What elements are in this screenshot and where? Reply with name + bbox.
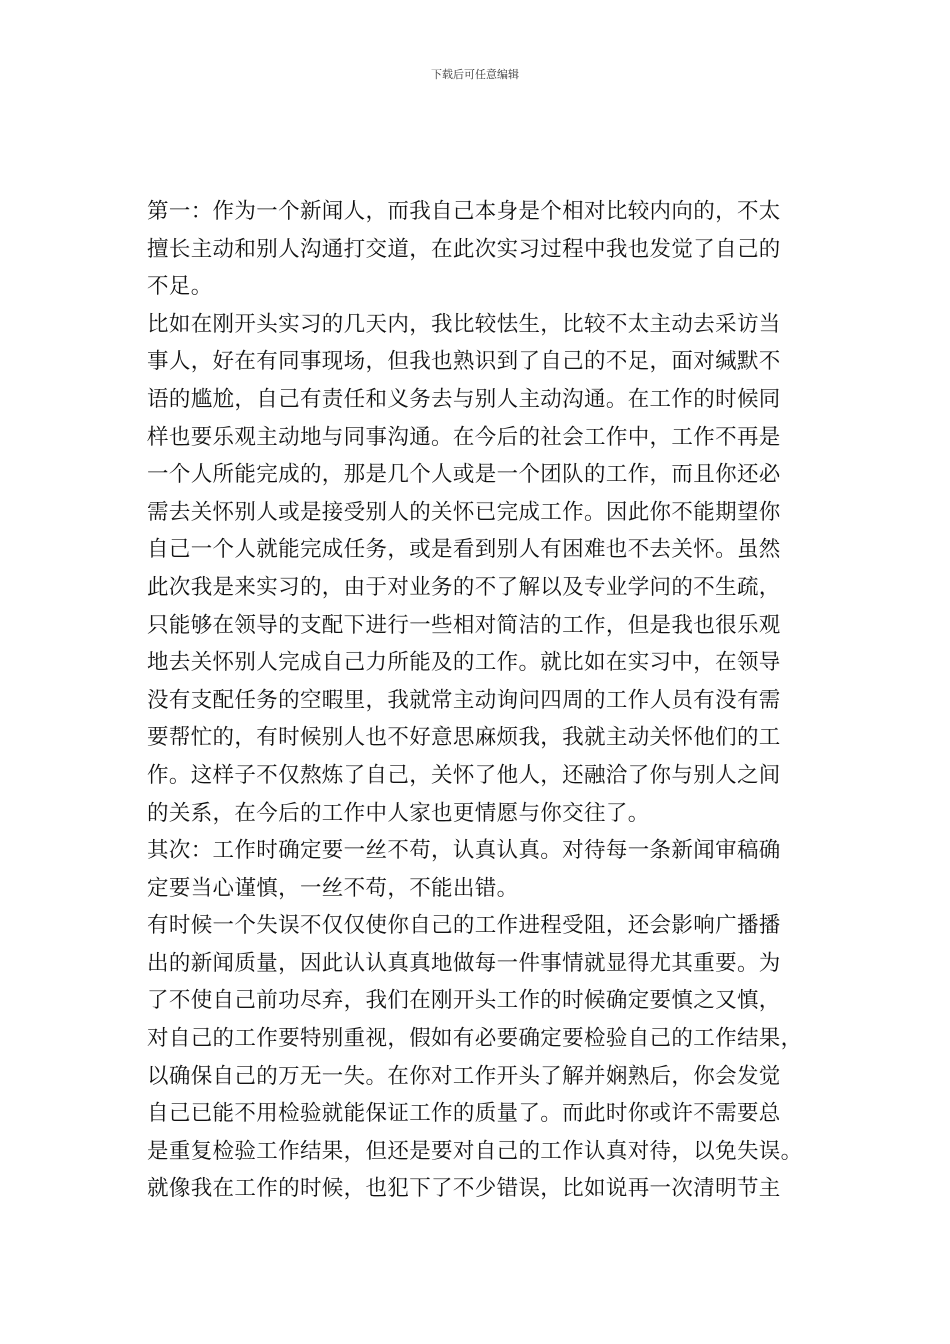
text-line: 比如在刚开头实习的几天内，我比较怯生，比较不太主动去采访当: [147, 311, 781, 337]
text-line: 自己一个人就能完成任务，或是看到别人有困难也不去关怀。虽然: [147, 537, 781, 563]
text-line: 了不使自己前功尽弃，我们在刚开头工作的时候确定要慎之又慎，: [147, 988, 781, 1014]
text-line: 定要当心谨慎，一丝不苟，不能出错。: [147, 875, 519, 901]
text-line: 没有支配任务的空暇里，我就常主动询问四周的工作人员有没有需: [147, 687, 781, 713]
text-line: 语的尴尬，自己有责任和义务去与别人主动沟通。在工作的时候同: [147, 386, 781, 412]
text-line: 事人，好在有同事现场，但我也熟识到了自己的不足，面对缄默不: [147, 349, 781, 375]
text-line: 有时候一个失误不仅仅使你自己的工作进程受阻，还会影响广播播: [147, 913, 781, 939]
text-line: 自己已能不用检验就能保证工作的质量了。而此时你或许不需要总: [147, 1101, 781, 1127]
text-line: 作。这样子不仅熬炼了自己，关怀了他人，还融洽了你与别人之间: [147, 762, 781, 788]
text-line: 不足。: [147, 274, 213, 300]
text-line: 出的新闻质量，因此认认真真地做每一件事情就显得尤其重要。为: [147, 950, 781, 976]
text-line: 要帮忙的，有时候别人也不好意思麻烦我，我就主动关怀他们的工: [147, 725, 781, 751]
text-line: 是重复检验工作结果，但还是要对自己的工作认真对待，以免失误。: [147, 1138, 803, 1164]
text-line: 只能够在领导的支配下进行一些相对简洁的工作，但是我也很乐观: [147, 612, 781, 638]
text-line: 其次：工作时确定要一丝不苟，认真认真。对待每一条新闻审稿确: [147, 838, 781, 864]
document-body: [147, 193, 817, 1208]
text-line: 以确保自己的万无一失。在你对工作开头了解并娴熟后，你会发觉: [147, 1063, 781, 1089]
text-line: 的关系，在今后的工作中人家也更情愿与你交往了。: [147, 800, 650, 826]
text-line: 样也要乐观主动地与同事沟通。在今后的社会工作中，工作不再是: [147, 424, 781, 450]
text-line: 擅长主动和别人沟通打交道，在此次实习过程中我也发觉了自己的: [147, 236, 781, 262]
text-line: 地去关怀别人完成自己力所能及的工作。就比如在实习中，在领导: [147, 650, 781, 676]
text-line: 对自己的工作要特别重视，假如有必要确定要检验自己的工作结果，: [147, 1026, 803, 1052]
text-line: 一个人所能完成的，那是几个人或是一个团队的工作，而且你还必: [147, 462, 781, 488]
page-header: 下载后可任意编辑: [431, 68, 519, 81]
text-line: 第一：作为一个新闻人，而我自己本身是个相对比较内向的，不太: [147, 199, 781, 224]
text-line: 此次我是来实习的，由于对业务的不了解以及专业学问的不生疏，: [147, 574, 781, 600]
text-line: 就像我在工作的时候，也犯下了不少错误，比如说再一次清明节主: [147, 1176, 781, 1202]
text-line: 需去关怀别人或是接受别人的关怀已完成工作。因此你不能期望你: [147, 499, 781, 525]
